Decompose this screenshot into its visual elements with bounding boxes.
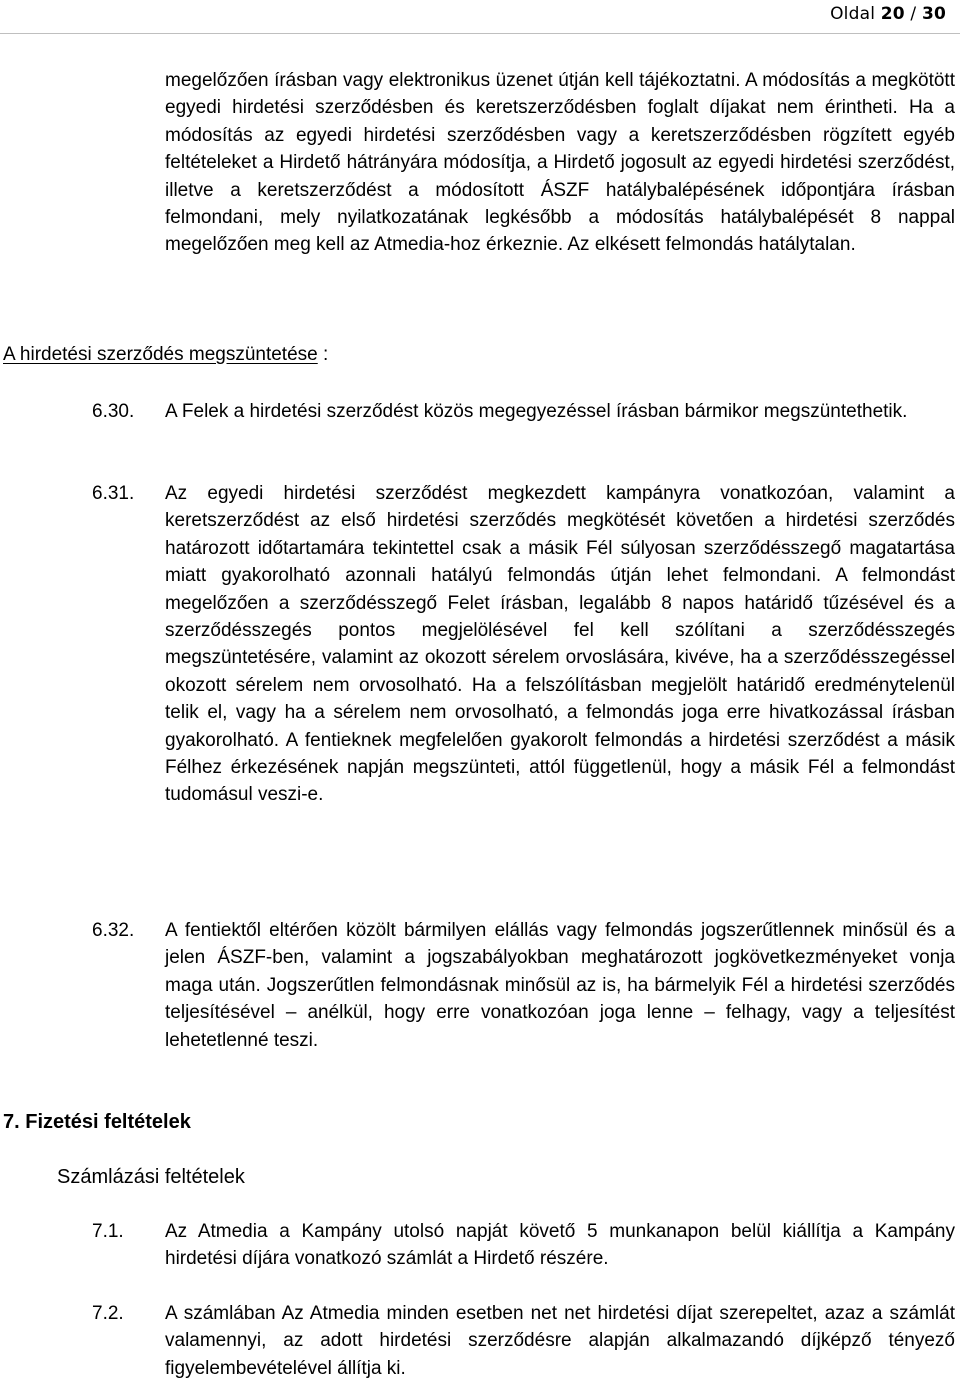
continuation-paragraph: megelőzően írásban vagy elektronikus üzenet útján kell tájékoztatni. A módosítás a megkötött egyedi hirdetési szerződésben és keretszerződésben foglalt díjakat nem érintheti. Ha a módosítás az egyedi hirdetési szerződésben vagy a keretszerződésben rögzített egyéb feltételeket a Hirdető hátrányára módosítja, a Hirdető jogosult az egyedi hirdetési szerződést, illetve a keretszerződést a módosított ÁSZF hatálybalépésének időpontjára írásban felmondani, mely nyilatkozatának legkésőbb a módosítás hatálybalépését 8 nappal megelőzően meg kell az Atmedia-hoz érkeznie. Az elkésett felmondás hatálytalan. — [165, 70, 955, 256]
page-prefix: Oldal — [830, 4, 881, 24]
item-number-7-1: 7.1. — [92, 1221, 124, 1242]
payment-heading: 7. Fizetési feltételek — [3, 1111, 191, 1133]
item-text-6-30: A Felek a hirdetési szerződést közös megegyezéssel írásban bármikor megszüntethetik. — [165, 401, 908, 422]
termination-heading-text: A hirdetési szerződés megszüntetése — [3, 344, 318, 365]
item-text-7-1: Az Atmedia a Kampány utolsó napját követő 5 munkanapon belül kiállítja a Kampány hirdetési díjára vonatkozó számlát a Hirdető részére. — [165, 1221, 955, 1270]
item-text-7-2: A számlában Az Atmedia minden esetben net net hirdetési díjat szerepeltet, azaz a számlát valamennyi, az adott hirdetési szerződésre alapján alkalmazandó díjképző tényező figyelembevételével állítja ki. — [165, 1303, 955, 1379]
page-separator: / — [904, 4, 922, 24]
termination-heading — [3, 341, 328, 368]
item-text-6-32: A fentiektől eltérően közölt bármilyen elállás vagy felmondás jogszerűtlennek minősül és a jelen ÁSZF-ben, valamint a jogszabályokban meghatározott jogkövetkezményeket vonja maga után. Jogszerűtlen felmondásnak minősül az is, ha bármelyik Fél a hirdetési szerződés teljesítésével – anélkül, hogy erre vonatkozóan joga lenne – felhagy, vagy a teljesítést lehetetlenné teszi. — [165, 920, 955, 1051]
item-number-6-30: 6.30. — [92, 401, 135, 422]
page-header — [0, 0, 960, 26]
page-total: 30 — [921, 4, 946, 24]
billing-subheading: Számlázási feltételek — [57, 1166, 245, 1188]
header-divider — [0, 33, 960, 34]
page-number — [830, 4, 946, 24]
termination-heading-suffix: : — [317, 344, 329, 365]
item-number-6-32: 6.32. — [92, 920, 135, 941]
item-number-6-31: 6.31. — [92, 483, 135, 504]
item-text-6-31: Az egyedi hirdetési szerződést megkezdett kampányra vonatkozóan, valamint a keretszerződést az első hirdetési szerződés megkötését követően a hirdetési szerződés határozott időtartamára tekintettel csak a másik Fél súlyosan szerződésszegő magatartása miatt gyakorolható azonnali hatályú felmondás útján lehet felmondani. A felmondást megelőzően a szerződésszegő Felet írásban, legalább 8 napos határidő tűzésével és a szerződésszegés pontos megjelölésével fel kell szólítani a szerződésszegés megszüntetésére, valamint az okozott sérelem orvoslására, kivéve, ha a szerződésszegéssel okozott sérelem nem orvosolható. Ha a felszólításban megjelölt határidő eredménytelenül telik el, vagy ha a sérelem nem orvosolható, a felmondás joga erre hivatkozással írásban gyakorolható. A fentieknek megfelelően gyakorolt felmondás a hirdetési szerződést a másik Félhez érkezésének napján megszünteti, attól függetlenül, hogy a másik Fél a felmondást tudomásul veszi-e. — [165, 483, 955, 806]
page-current: 20 — [880, 4, 905, 24]
item-number-7-2: 7.2. — [92, 1303, 124, 1324]
